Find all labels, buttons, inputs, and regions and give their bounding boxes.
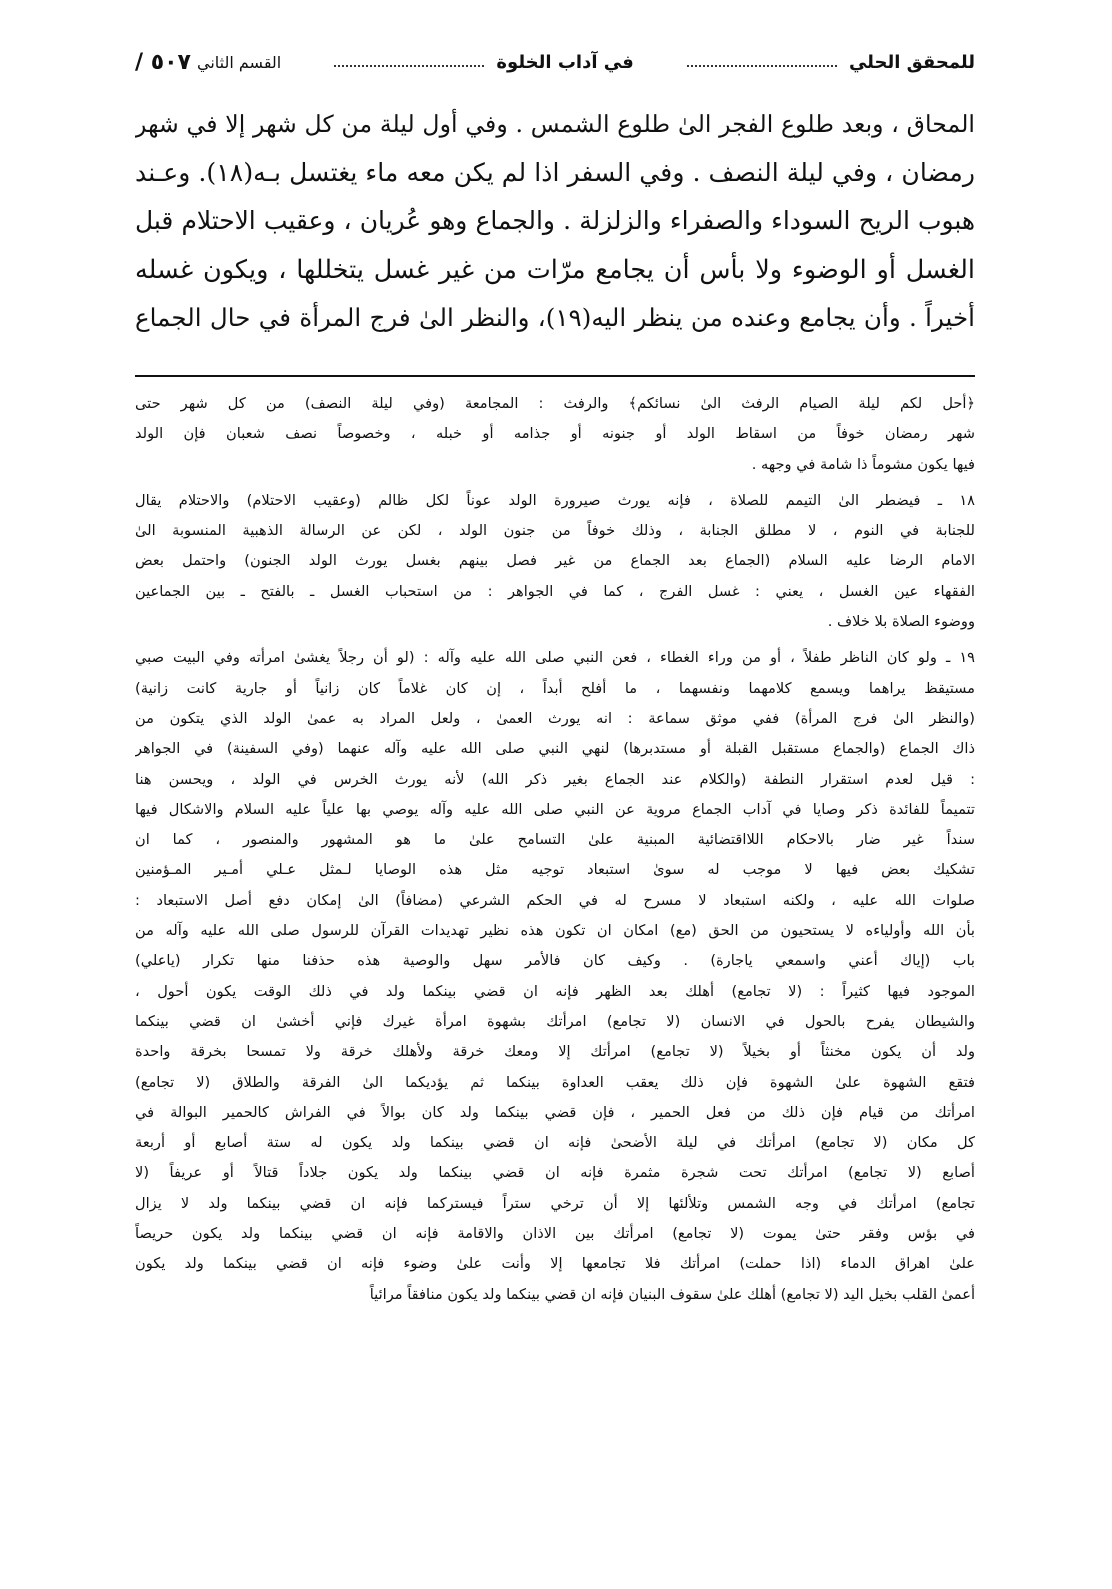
footnote-line: أصابع (لا تجامع) امرأتك تحت شجرة مثمرة فإنه ان قضي بينكما ولد يكون جلاداً قتالاً أو عريفاً (لا xyxy=(135,1164,975,1182)
footnote-line: تجامع) امرأتك في وجه الشمس وتلألئها إلا أن ترخي ستراً فيستركما فإنه ان قضي بينكما ولد لا يزال xyxy=(135,1194,975,1212)
footnote-line: ولد أن يكون مخنثاً أو بخيلاً (لا تجامع) امرأتك إلا ومعك خرقة ولأهلك خرقة ولا تمسحا بخرقة واحدة xyxy=(135,1043,975,1061)
footnotes xyxy=(135,389,975,1310)
footnote-line: الامام الرضا عليه السلام (الجماع بعد الجماع من غير فصل بينهم بغسل يورث الولد الجنون) واحتمل بعض xyxy=(135,552,975,570)
header-section: القسم الثاني xyxy=(197,52,282,72)
footnote-line: صلوات الله عليه ، ولكنه استبعاد لا مسرح له في الحكم الشرعي (مضافاً) الىٰ إمكان دفع أصل الاستبعاد : xyxy=(135,891,975,909)
footnote xyxy=(135,486,975,637)
running-header xyxy=(135,42,975,82)
footnote-line: شهر رمضان خوفاً من اسقاط الولد أو جنونه أو جذامه أو خبله ، وخصوصاً نصف شعبان فإن الولد xyxy=(135,425,975,443)
footnote-line: ١٨ ـ فيضطر الىٰ التيمم للصلاة ، فإنه يورث صيرورة الولد عوناً لكل ظالم (وعقيب الاحتلام) والاحتلام يقال xyxy=(135,491,975,509)
footnote-line: كل مكان (لا تجامع) امرأتك في ليلة الأضحىٰ فإنه ان قضي بينكما ولد يكون له ستة أصابع أو أربعة xyxy=(135,1134,975,1152)
footnote-line: فيها يكون مشوماً ذا شامة في وجهه . xyxy=(751,455,975,473)
main-text xyxy=(135,100,975,343)
footnote-line: سنداً غير ضار بالاحكام اللااقتضائية المبنية علىٰ التسامح علىٰ ما هو المشهور والمنصور ، كما ان xyxy=(135,831,975,849)
footnote-line: بأن الله وأولياءه لا يستحيون من الحق (مع) امكان ان تكون هذه نظير تهديدات القرآن للرسول صلى الله عليه وآله من xyxy=(135,922,975,940)
footnote-line: الفقهاء عين الغسل ، يعني : غسل الفرج ، كما في الجواهر : من استحباب الغسل ـ بالفتح ـ بين الجماعين xyxy=(135,582,975,600)
footnote-line: ووضوء الصلاة بلا خلاف . xyxy=(827,613,975,631)
footnote-line: تشكيك بعض فيها لا موجب له سوىٰ استبعاد توجيه مثل هذه الوصايا لـمثل عـلي أمـير المـؤمنين xyxy=(135,861,975,879)
footnote-line: مستيقظ يراهما ويسمع كلامهما ونفسهما ، ما أفلح أبداً ، إن كان غلاماً كان زانياً أو جارية كانت زانية) xyxy=(135,679,975,697)
main-text-line: الغسل أو الوضوء ولا بأس أن يجامع مرّات من غير غسل يتخللها ، ويكون غسله xyxy=(135,254,975,285)
main-text-line: أخيراً . وأن يجامع وعنده من ينظر اليه(١٩)، والنظر الىٰ فرج المرأة في حال الجماع xyxy=(135,303,975,332)
footnote-line: (والنظر الىٰ فرج المرأة) ففي موثق سماعة : انه يورث العمىٰ ، ولعل المراد به عمىٰ الولد الذي يتكون من xyxy=(135,709,975,727)
footnote-line: علىٰ اهراق الدماء (اذا حملت) امرأتك فلا تجامعها إلا وأنت علىٰ وضوء فإنه ان قضي بينكما ولد يكون xyxy=(135,1255,975,1273)
footnote xyxy=(135,643,975,1310)
footnote-line: باب (إياك أعني واسمعي ياجارة) . وكيف كان فالأمر سهل والوصية هذه حذفنا منها تكرار (ياعلي) xyxy=(135,952,975,970)
footnote-separator xyxy=(135,375,975,377)
page-number: ٥٠٧ / xyxy=(135,49,191,75)
header-leader-dots xyxy=(687,65,837,67)
footnote-line: ﴿أحل لكم ليلة الصيام الرفث الىٰ نسائكم﴾ والرفث : المجامعة (وفي ليلة النصف) من كل شهر حتى xyxy=(135,395,975,412)
footnote-line: : قيل لعدم استقرار النطفة (والكلام عند الجماع بغير ذكر الله) لأنه يورث الخرس في الولد ، ويحسن هنا xyxy=(135,770,975,788)
main-text-line: هبوب الريح السوداء والصفراء والزلزلة . والجماع وهو عُريان ، وعقيب الاحتلام قبل xyxy=(135,206,975,235)
footnote-line: تتميماً للفائدة ذكر وصايا في آداب الجماع مروية عن النبي صلى الله عليه وآله يوصي بها علياً عليه السلام والاشكال فيها xyxy=(135,800,975,818)
footnote-line: ١٩ ـ ولو كان الناظر طفلاً ، أو من وراء الغطاء ، فعن النبي صلى الله عليه وآله : (لو أن رجلاً يغشىٰ امرأته وفي البيت صبي xyxy=(135,649,975,667)
footnote-line: في بؤس وفقر حتىٰ يموت (لا تجامع) امرأتك بين الاذان والاقامة فإنه ان قضي بينكما ولد يكون حريصاً xyxy=(135,1225,975,1243)
header-leader-dots xyxy=(334,65,484,67)
footnote-line: ذاك الجماع (والجماع مستقبل القبلة أو مستدبرها) لنهي النبي صلى الله عليه وآله عنهما (وفي السفينة) في الجواهر xyxy=(135,740,975,758)
footnote xyxy=(135,389,975,480)
footnote-line: والشيطان يفرح بالحول في الانسان (لا تجامع) امرأتك بشهوة امرأة غيرك فإني أخشىٰ ان قضي بينكما xyxy=(135,1012,975,1030)
footnote-line: فتقع الشهوة علىٰ الشهوة فإن ذلك يعقب العداوة بينكما ثم يؤديكما الىٰ الفرقة والطلاق (لا تجامع) xyxy=(135,1073,975,1091)
footnote-line: أعمىٰ القلب بخيل اليد (لا تجامع) أهلك علىٰ سقوف البنيان فإنه ان قضي بينكما ولد يكون منافقاً مرائياً xyxy=(369,1285,975,1303)
footnote-line: للجنابة في النوم ، لا مطلق الجنابة ، وذلك خوفاً من جنون الولد ، لكن عن الرسالة الذهبية المنسوبة الىٰ xyxy=(135,522,975,540)
main-text-line: رمضان ، وفي ليلة النصف . وفي السفر اذا لم يكن معه ماء يغتسل بـه(١٨). وعـند xyxy=(135,157,975,187)
main-text-line: المحاق ، وبعد طلوع الفجر الىٰ طلوع الشمس . وفي أول ليلة من كل شهر إلا في شهر xyxy=(135,110,975,138)
header-chapter: في آداب الخلوة xyxy=(496,51,634,73)
header-author: للمحقق الحلي xyxy=(848,51,975,73)
footnote-line: امرأتك من قيام فإن ذلك من فعل الحمير ، فإن قضي بينكما ولد كان بوالاً في الفراش كالحمير البوالة في xyxy=(135,1103,975,1121)
header-author-group xyxy=(675,52,975,73)
footnote-line: الموجود فيها كثيراً : (لا تجامع) أهلك بعد الظهر فإنه ان قضي بينكما ولد في ذلك الوقت يكون أحول ، xyxy=(135,982,975,1000)
header-chapter-group xyxy=(322,52,633,73)
header-page-group xyxy=(135,50,281,75)
